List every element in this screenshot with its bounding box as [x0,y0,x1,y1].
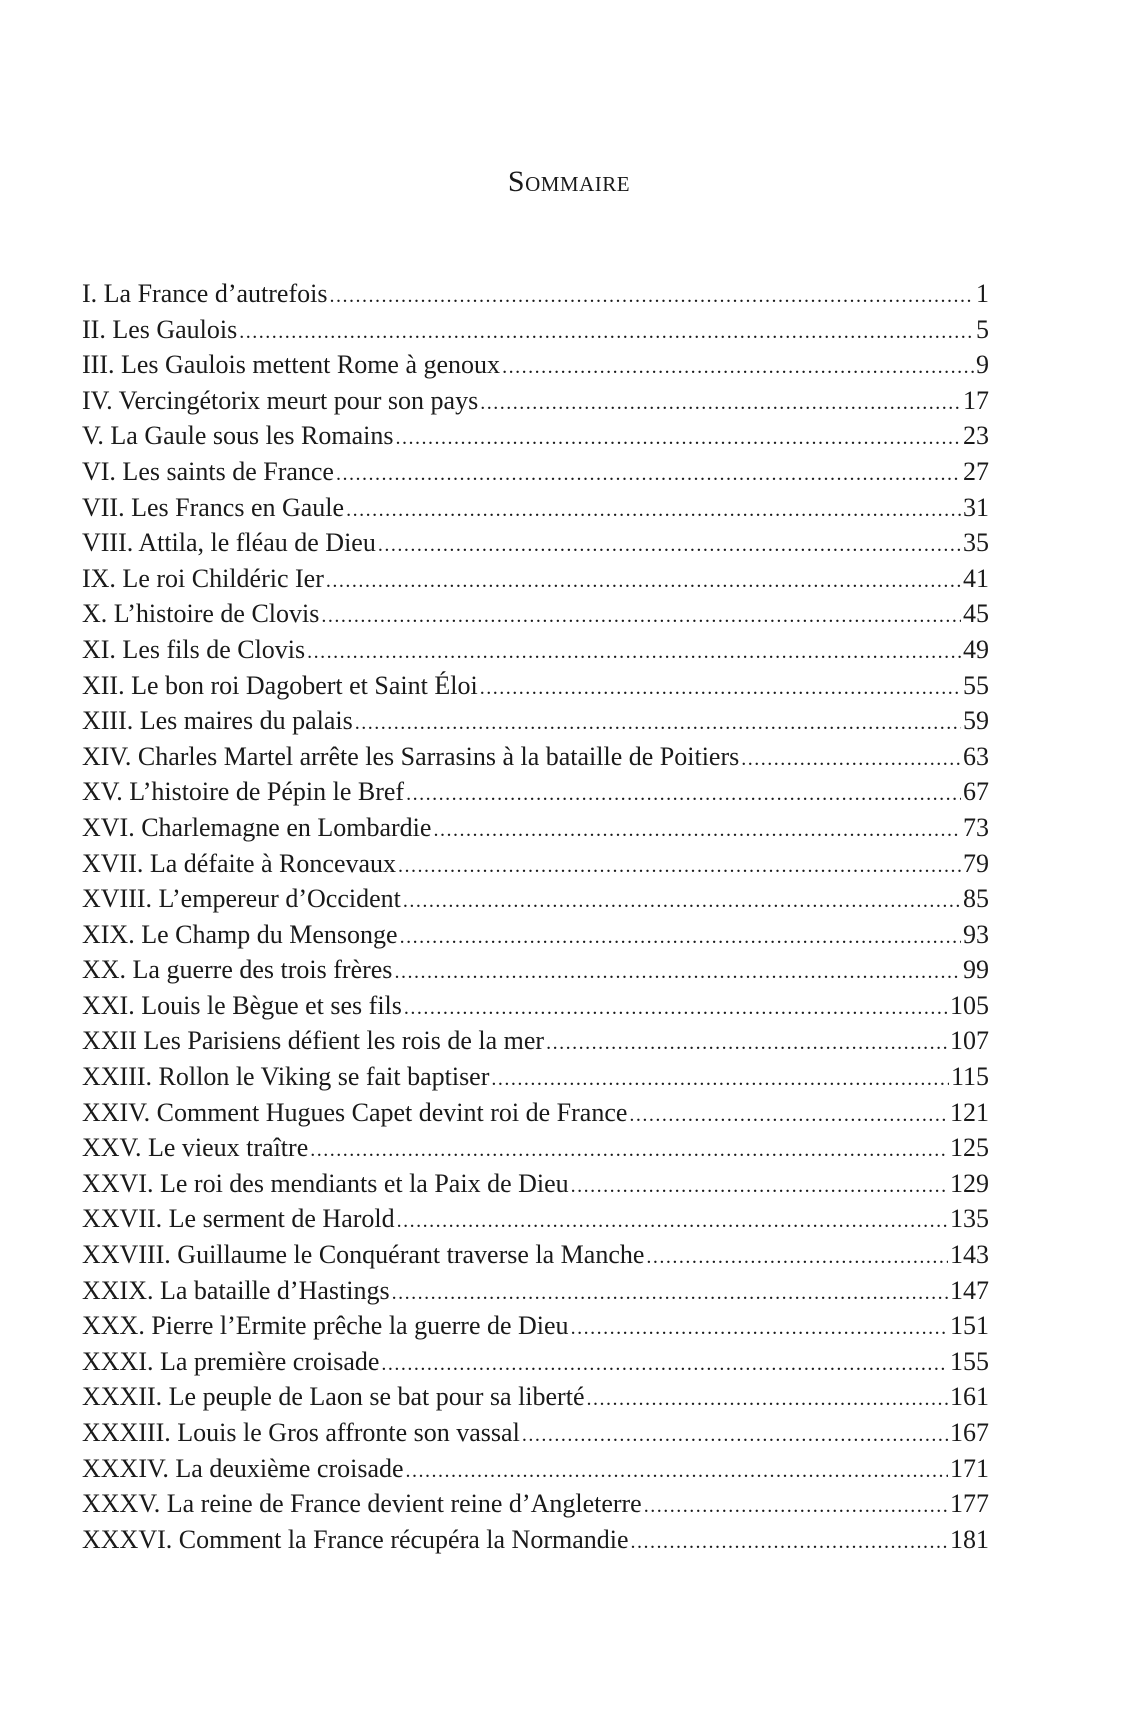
toc-entry [82,739,989,775]
toc-entry-page-number: 9 [976,350,989,380]
toc-entry-page-number: 177 [950,1489,989,1519]
toc-entry [82,917,989,953]
table-of-contents [82,276,989,1557]
toc-entry-page-number: 63 [963,741,989,771]
toc-entry-label: XXX. Pierre l’Ermite prêche la guerre de Dieu [82,1311,569,1341]
toc-dot-leader [571,1169,948,1205]
toc-entry-page-number: 85 [963,884,989,914]
toc-dot-leader [403,884,961,920]
toc-entry-page-number: 1 [976,279,989,308]
toc-entry-page-number: 5 [976,314,989,344]
toc-entry-label: IX. Le roi Childéric Ier [82,563,324,593]
toc-dot-leader [406,1454,948,1490]
toc-dot-leader [392,1276,948,1312]
toc-entry-page-number: 55 [963,670,989,700]
toc-entry-page-number: 147 [950,1275,989,1305]
toc-entry-page-number: 35 [963,528,989,558]
toc-entry [82,1344,989,1380]
toc-entry-label: XVIII. L’empereur d’Occident [82,884,401,914]
toc-dot-leader [326,564,961,600]
toc-entry [82,276,989,312]
toc-dot-leader [406,777,961,813]
toc-entry-page-number: 67 [963,777,989,807]
toc-entry-label: X. L’histoire de Clovis [82,599,320,629]
toc-dot-leader [346,493,961,529]
toc-entry-label: XXI. Louis le Bègue et ses fils [82,990,402,1020]
toc-entry-label: XIII. Les maires du palais [82,706,353,736]
toc-entry [82,846,989,882]
toc-entry-page-number: 99 [963,955,989,985]
toc-dot-leader [310,1133,948,1169]
toc-entry [82,1522,989,1558]
toc-entry [82,952,989,988]
toc-entry [82,1166,989,1202]
toc-dot-leader [394,955,961,991]
toc-entry-label: XXV. Le vieux traître [82,1133,309,1163]
toc-entry-label: XXII Les Parisiens défient les rois de la mer [82,1026,545,1056]
toc-entry [82,561,989,597]
toc-entry-page-number: 107 [950,1026,989,1056]
toc-dot-leader [321,599,961,635]
toc-entry-label: XXXIII. Louis le Gros affronte son vassal [82,1418,520,1447]
toc-entry-label: VI. Les saints de France [82,456,334,486]
toc-entry-label: XX. La guerre des trois frères [82,955,393,985]
toc-entry-page-number: 79 [963,848,989,878]
toc-entry-label: XXVIII. Guillaume le Conquérant traverse la Manche [82,1240,645,1270]
toc-entry-label: XXXIV. La deuxième croisade [82,1453,404,1483]
toc-entry-page-number: 121 [950,1097,989,1127]
toc-entry [82,347,989,383]
toc-dot-leader [741,742,961,778]
toc-entry-label: VIII. Attila, le fléau de Dieu [82,528,376,558]
toc-entry [82,668,989,704]
toc-dot-leader [400,920,961,956]
toc-entry [82,596,989,632]
toc-entry-page-number: 161 [950,1382,989,1412]
toc-entry [82,1023,989,1059]
toc-entry-page-number: 93 [963,919,989,949]
toc-dot-leader [631,1525,948,1561]
toc-entry-label: XXXV. La reine de France devient reine d’Angleterre [82,1489,642,1519]
toc-dot-leader [307,635,961,671]
toc-entry [82,810,989,846]
toc-entry-label: XXXI. La première croisade [82,1346,380,1376]
toc-entry-page-number: 135 [950,1204,989,1234]
toc-dot-leader [502,350,974,386]
toc-entry-label: XVI. Charlemagne en Lombardie [82,812,432,842]
toc-dot-leader [646,1240,948,1276]
toc-dot-leader [396,421,962,457]
toc-entry [82,1237,989,1273]
toc-dot-leader [644,1489,948,1525]
toc-entry-page-number: 49 [963,634,989,664]
toc-entry-label: XIX. Le Champ du Mensonge [82,919,398,949]
toc-dot-leader [586,1382,948,1418]
toc-entry-page-number: 155 [950,1346,989,1376]
toc-dot-leader [336,457,961,493]
toc-dot-leader [629,1098,948,1134]
toc-entry-label: XXIV. Comment Hugues Capet devint roi de France [82,1097,628,1127]
toc-entry-label: V. La Gaule sous les Romains [82,421,394,451]
toc-dot-leader [480,386,961,422]
toc-dot-leader [480,671,961,707]
toc-entry-page-number: 151 [950,1311,989,1341]
toc-entry-label: XXVII. Le serment de Harold [82,1204,395,1234]
toc-entry-label: III. Les Gaulois mettent Rome à genoux [82,350,501,380]
toc-dot-leader [378,528,961,564]
toc-entry-page-number: 143 [950,1240,989,1270]
toc-entry-page-number: 73 [963,812,989,842]
toc-dot-leader [571,1311,948,1347]
toc-dot-leader [381,1347,948,1383]
toc-entry-page-number: 45 [963,599,989,629]
toc-entry [82,1486,989,1522]
toc-entry-label: VII. Les Francs en Gaule [82,492,345,522]
toc-entry-label: XXIX. La bataille d’Hastings [82,1275,390,1305]
toc-entry-label: XXVI. Le roi des mendiants et la Paix de Dieu [82,1168,569,1198]
toc-entry-label: IV. Vercingétorix meurt pour son pays [82,385,479,415]
toc-entry [82,1273,989,1309]
toc-entry-page-number: 23 [963,421,989,451]
toc-entry [82,1451,989,1487]
toc-entry [82,632,989,668]
toc-dot-leader [398,849,961,885]
toc-dot-leader [522,1418,948,1454]
toc-entry [82,1201,989,1237]
toc-dot-leader [546,1026,948,1062]
toc-entry [82,988,989,1024]
toc-entry-label: XII. Le bon roi Dagobert et Saint Éloi [82,670,478,700]
toc-entry [82,703,989,739]
toc-entry [82,312,989,348]
toc-entry [82,881,989,917]
toc-entry [82,490,989,526]
toc-entry-page-number: 27 [963,456,989,486]
toc-entry-page-number: 41 [963,563,989,593]
toc-dot-leader [355,706,961,742]
toc-entry-page-number: 115 [950,1062,989,1092]
toc-entry [82,418,989,454]
toc-entry [82,1095,989,1131]
page-title: Sommaire [507,165,631,198]
toc-entry [82,774,989,810]
toc-dot-leader [404,991,948,1027]
toc-dot-leader [329,279,974,315]
toc-entry-page-number: 171 [950,1453,989,1483]
toc-entry-label: XI. Les fils de Clovis [82,634,306,664]
toc-entry-label: XXXVI. Comment la France récupéra la Normandie [82,1524,629,1554]
toc-entry-label: II. Les Gaulois [82,314,238,344]
toc-entry-label: I. La France d’autrefois [82,279,328,308]
toc-entry [82,1059,989,1095]
toc-dot-leader [239,315,974,351]
toc-dot-leader [433,813,961,849]
toc-entry-page-number: 167 [950,1418,989,1447]
toc-entry-page-number: 31 [963,492,989,522]
toc-entry-label: XVII. La défaite à Roncevaux [82,848,397,878]
toc-entry [82,1379,989,1415]
toc-entry-label: XV. L’histoire de Pépin le Bref [82,777,405,807]
toc-entry-label: XXIII. Rollon le Viking se fait baptiser [82,1062,490,1092]
toc-entry [82,1415,989,1451]
toc-entry [82,1308,989,1344]
toc-entry-page-number: 105 [950,990,989,1020]
toc-entry [82,383,989,419]
toc-entry-page-number: 129 [950,1168,989,1198]
toc-entry [82,454,989,490]
toc-entry-page-number: 59 [963,706,989,736]
toc-entry-page-number: 181 [950,1524,989,1554]
toc-entry [82,525,989,561]
toc-dot-leader [397,1204,948,1240]
toc-dot-leader [491,1062,949,1098]
toc-entry-page-number: 125 [950,1133,989,1163]
toc-entry [82,1130,989,1166]
toc-entry-label: XXXII. Le peuple de Laon se bat pour sa liberté [82,1382,585,1412]
toc-entry-label: XIV. Charles Martel arrête les Sarrasins à la bataille de Poitiers [82,741,740,771]
toc-entry-page-number: 17 [963,385,989,415]
